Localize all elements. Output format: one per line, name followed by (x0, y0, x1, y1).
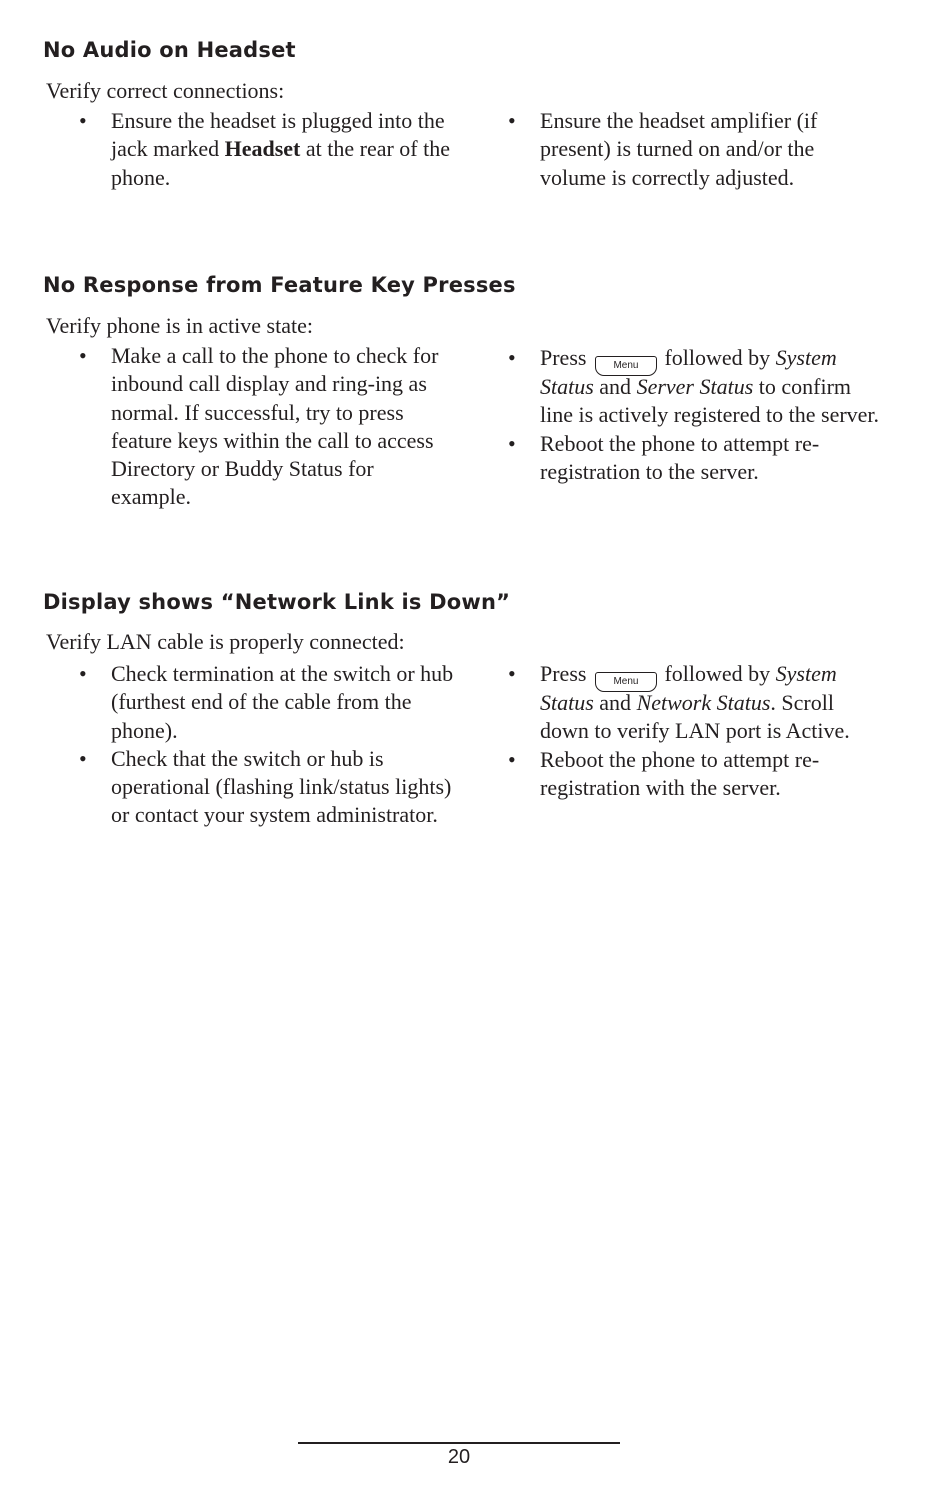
section-intro-no-audio: Verify correct connections: (46, 78, 285, 103)
list-item (508, 107, 885, 192)
bullet-marker: • (79, 343, 87, 368)
bold-term: Headset (224, 136, 301, 162)
italic-term: System Status (540, 345, 837, 399)
list-item (508, 430, 885, 487)
bullet-list-left (79, 342, 456, 512)
list-item (508, 344, 885, 430)
list-item-text: Ensure the headset is plugged into the jack marked (111, 108, 445, 162)
list-item (508, 660, 885, 746)
list-item (79, 660, 456, 745)
list-item-text: Press (540, 661, 592, 686)
list-item-text: Check termination at the switch or hub (furthest end of the cable from the phone). (111, 661, 454, 743)
section-heading-network-link: Display shows “Network Link is Down” (43, 590, 511, 614)
italic-term: Server Status (636, 374, 754, 399)
bullet-marker: • (508, 661, 516, 686)
list-item (79, 342, 456, 512)
bullet-marker: • (508, 430, 516, 456)
menu-key-icon: Menu (595, 672, 657, 692)
italic-term: System Status (540, 661, 837, 715)
bullet-marker: • (79, 108, 87, 133)
bullet-marker: • (508, 108, 516, 133)
list-item-text: followed by (658, 661, 776, 686)
bullet-marker: • (508, 746, 516, 772)
list-item-text: to confirm line is actively registered to the server. (540, 374, 880, 428)
list-item-text: followed by (658, 345, 776, 370)
footer-divider (298, 1442, 620, 1444)
bullet-list-right (508, 344, 885, 486)
menu-key-icon: Menu (595, 356, 657, 376)
list-item-text: Press (540, 345, 592, 370)
italic-term: Network Status (636, 690, 771, 715)
section-intro-network-link: Verify LAN cable is properly connected: (46, 629, 405, 654)
list-item (79, 745, 456, 830)
bullet-marker: • (79, 661, 87, 686)
list-item (79, 107, 456, 192)
bullet-marker: • (79, 745, 87, 771)
bullet-list-left (79, 660, 456, 830)
bullet-list-right (508, 107, 885, 192)
section-heading-no-response: No Response from Feature Key Presses (43, 273, 516, 297)
bullet-marker: • (508, 345, 516, 370)
list-item-text: Reboot the phone to attempt re-registration to the server. (540, 430, 820, 484)
section-intro-no-response: Verify phone is in active state: (46, 313, 313, 338)
page-number: 20 (447, 1446, 471, 1468)
list-item-text: and (593, 374, 637, 399)
list-item-text: Ensure the headset amplifier (if present) is turned on and/or the volume is correctly adjusted. (540, 108, 818, 190)
list-item-text: Make a call to the phone to check for inbound call display and ring-ing as normal. If successful, try to press feature keys within the call to access Directory or Buddy Status for example. (111, 343, 439, 510)
list-item-text: Reboot the phone to attempt re-registration with the server. (540, 746, 820, 800)
list-item-text: at the rear of the phone. (111, 136, 451, 190)
list-item-text: Check that the switch or hub is operational (flashing link/status lights) or contact your system administrator. (111, 745, 452, 828)
list-item-text: . Scroll down to verify LAN port is Active. (540, 690, 850, 744)
list-item (508, 746, 885, 803)
bullet-list-right (508, 660, 885, 802)
list-item-text: and (593, 690, 637, 715)
section-heading-no-audio: No Audio on Headset (43, 38, 296, 62)
bullet-list-left (79, 107, 456, 192)
